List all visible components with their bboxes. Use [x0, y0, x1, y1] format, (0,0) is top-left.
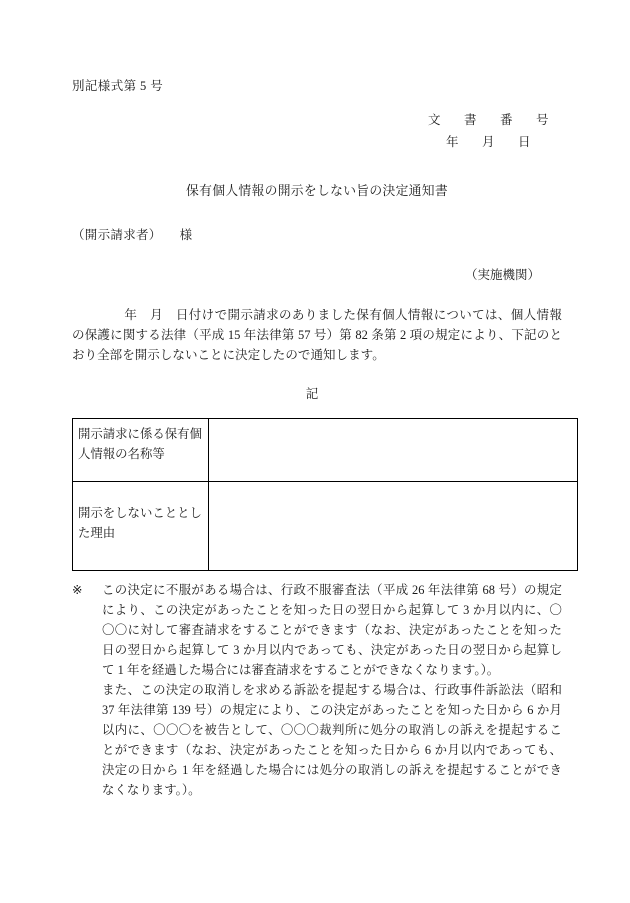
- row-label-text: 開示をしないこととした理由: [78, 505, 202, 540]
- table-row: [73, 481, 578, 570]
- body-paragraph-text: 年 月 日付けで開示請求のありました保有個人情報については、個人情報の保護に関する法律（平成 15 年法律第 57 号）第 82 条第 2 項の規定により、下記のとおり全部を開示しないことに決定したので通知します。: [72, 307, 562, 363]
- addressee-line: [72, 225, 562, 243]
- document-title: 保有個人情報の開示をしない旨の決定通知書: [186, 183, 448, 198]
- ki-marker: 記: [305, 386, 319, 401]
- document-meta: [72, 110, 562, 154]
- footnote-marker: ※: [72, 582, 83, 597]
- document-content: [72, 76, 562, 801]
- table-row-label: [73, 418, 209, 481]
- footnote-text: また、この決定の取消しを求める訴訟を提起する場合は、行政事件訴訟法（昭和 37 年法律第 139 号）の規定により、この決定があったことを知った日から 6 か月以内に、〇〇〇を被告として、〇〇〇裁判所に処分の取消しの訴えを提起することができます（なお、決定があったことを知った日から 6 か月以内であっても、決定の日から 1 年を経過した場合には処分の取消しの訴えを提起することができなくなります。）。: [102, 682, 562, 798]
- table-row-value[interactable]: [209, 418, 578, 481]
- body-paragraph: [72, 305, 562, 366]
- footnote-text: この決定に不服がある場合は、行政不服審査法（平成 26 年法律第 68 号）の規定により、この決定があったことを知った日の翌日から起算して 3 か月以内に、〇〇〇に対して審査請求をすることができます（なお、決定があったことを知った日の翌日から起算して 3 か月以内であっても、決定があった日の翌日から起算して 1 年を経過した場合には審査請求をすることができなくなります。）。: [102, 582, 562, 677]
- addressee-honorific: 様: [179, 227, 193, 242]
- table-row: [73, 418, 578, 481]
- document-date-label: 年 月 日: [445, 134, 536, 149]
- table-row-value[interactable]: [209, 481, 578, 570]
- document-number-label: 文 書 番 号: [427, 113, 554, 127]
- row-label-text: 開示請求に係る保有個人情報の名称等: [78, 426, 202, 461]
- table-row-label: [73, 481, 209, 570]
- footnote-item: [72, 680, 562, 801]
- issuing-agency: （実施機関）: [464, 267, 540, 282]
- footnote-item: [72, 580, 562, 680]
- footnotes: [72, 580, 562, 801]
- disclosure-table: [72, 418, 578, 571]
- addressee-label: （開示請求者）: [72, 227, 162, 242]
- form-number: 別記様式第 5 号: [72, 79, 164, 93]
